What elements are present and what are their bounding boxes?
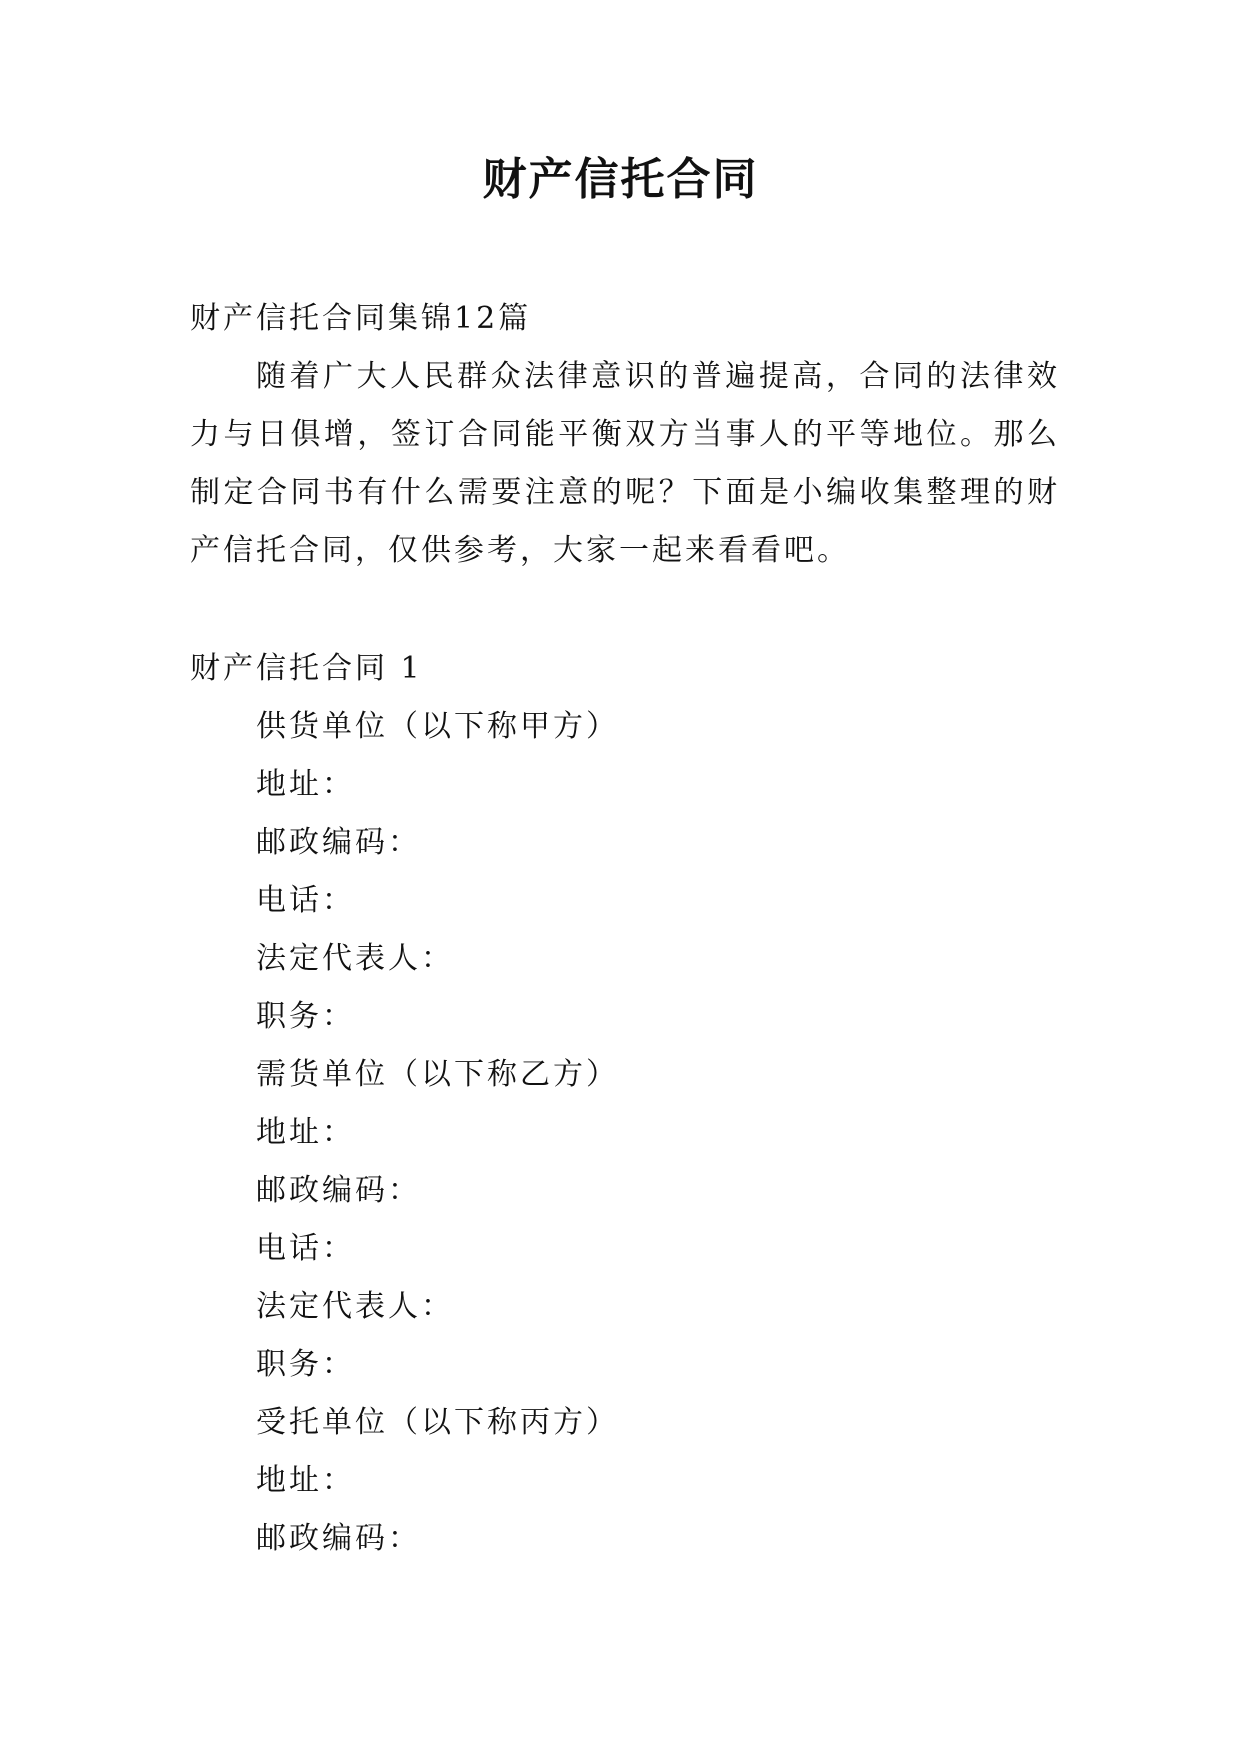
- intro-paragraph: 随着广大人民群众法律意识的普遍提高，合同的法律效力与日俱增，签订合同能平衡双方当事人的平等地位。那么制定合同书有什么需要注意的呢？下面是小编收集整理的财产信托合同，仅供参考，大家一起来看看吧。: [190, 359, 1060, 568]
- section-heading: 财产信托合同 1: [190, 651, 423, 686]
- field-supplier-postcode: 邮政编码：: [256, 825, 421, 860]
- field-supplier-legal-rep: 法定代表人：: [256, 941, 454, 976]
- field-buyer-position: 职务：: [256, 1347, 355, 1382]
- field-trustee-postcode: 邮政编码：: [256, 1521, 421, 1556]
- field-buyer-party: 需货单位（以下称乙方）: [256, 1057, 619, 1092]
- contract-field-list: [256, 698, 1056, 1568]
- field-supplier-party: 供货单位（以下称甲方）: [256, 709, 619, 744]
- document-subtitle: 财产信托合同集锦12篇: [190, 301, 532, 336]
- field-trustee-party: 受托单位（以下称丙方）: [256, 1405, 619, 1440]
- field-supplier-position: 职务：: [256, 999, 355, 1034]
- field-buyer-legal-rep: 法定代表人：: [256, 1289, 454, 1324]
- field-supplier-address: 地址：: [256, 767, 355, 802]
- field-supplier-phone: 电话：: [256, 883, 355, 918]
- field-buyer-postcode: 邮政编码：: [256, 1173, 421, 1208]
- field-buyer-address: 地址：: [256, 1115, 355, 1150]
- field-trustee-address: 地址：: [256, 1463, 355, 1498]
- field-buyer-phone: 电话：: [256, 1231, 355, 1266]
- document-title: 财产信托合同: [482, 154, 759, 205]
